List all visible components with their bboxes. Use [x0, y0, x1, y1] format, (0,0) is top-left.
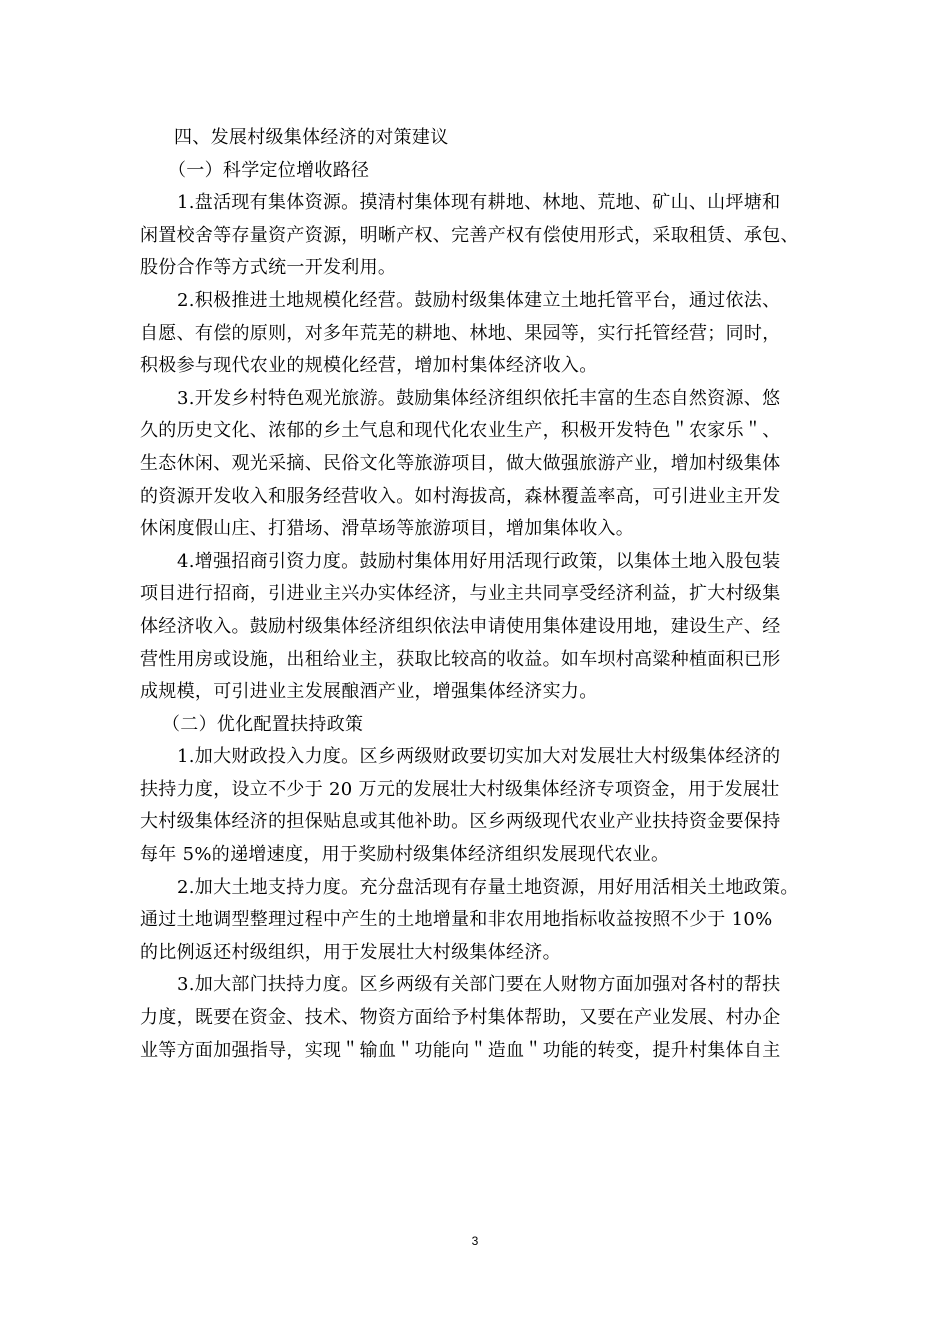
paragraph-line: 休闲度假山庄、打猎场、滑草场等旅游项目，增加集体收入。 — [140, 518, 635, 540]
section-heading: 四、发展村级集体经济的对策建议 — [174, 127, 449, 148]
paragraph-line: 股份合作等方式统一开发利用。 — [140, 257, 397, 279]
paragraph-line: 项目进行招商，引进业主兴办实体经济，与业主共同享受经济利益，扩大村级集 — [140, 583, 781, 605]
paragraph-line: 1.盘活现有集体资源。摸清村集体现有耕地、林地、荒地、矿山、山坪塘和 — [177, 192, 781, 214]
paragraph-line: 体经济收入。鼓励村级集体经济组织依法申请使用集体建设用地，建设生产、经 — [140, 615, 781, 637]
paragraph-line: 营性用房或设施，出租给业主，获取比较高的收益。如车坝村高粱种植面积已形 — [140, 648, 781, 670]
paragraph-line: 成规模，可引进业主发展酿酒产业，增强集体经济实力。 — [140, 681, 598, 703]
paragraph-line: 的比例返还村级组织，用于发展壮大村级集体经济。 — [140, 941, 561, 963]
paragraph-line: 业等方面加强指导，实现＂输血＂功能向＂造血＂功能的转变，提升村集体自主 — [140, 1039, 781, 1061]
paragraph-line: 的资源开发收入和服务经营收入。如村海拔高，森林覆盖率高，可引进业主开发 — [140, 485, 781, 507]
paragraph-line: 2.积极推进土地规模化经营。鼓励村级集体建立土地托管平台，通过依法、 — [177, 289, 781, 311]
paragraph-line: 积极参与现代农业的规模化经营，增加村集体经济收入。 — [140, 355, 598, 377]
paragraph-line: 久的历史文化、浓郁的乡土气息和现代化农业生产，积极开发特色＂农家乐＂、 — [140, 420, 781, 442]
page-number: 3 — [471, 1234, 479, 1248]
paragraph-line: 1.加大财政投入力度。区乡两级财政要切实加大对发展壮大村级集体经济的 — [177, 746, 781, 768]
paragraph-line: 大村级集体经济的担保贴息或其他补助。区乡两级现代农业产业扶持资金要保持 — [140, 811, 781, 833]
paragraph-line: 3.加大部门扶持力度。区乡两级有关部门要在人财物方面加强对各村的帮扶 — [177, 974, 781, 996]
paragraph-line: 扶持力度，设立不少于 20 万元的发展壮大村级集体经济专项资金，用于发展壮 — [140, 778, 780, 800]
paragraph-line: 闲置校舍等存量资产资源，明晰产权、完善产权有偿使用形式，采取租赁、承包、 — [140, 224, 799, 246]
paragraph-line: 3.开发乡村特色观光旅游。鼓励集体经济组织依托丰富的生态自然资源、悠 — [177, 387, 781, 409]
paragraph-line: 4.增强招商引资力度。鼓励村集体用好用活现行政策，以集体土地入股包装 — [177, 550, 781, 572]
document-body — [140, 122, 812, 1067]
paragraph-line: 每年 5%的递增速度，用于奖励村级集体经济组织发展现代农业。 — [140, 844, 670, 866]
paragraph-line: 力度，既要在资金、技术、物资方面给予村集体帮助，又要在产业发展、村办企 — [140, 1007, 781, 1029]
subsection-heading: （一）科学定位增收路径 — [168, 159, 370, 181]
paragraph-line: 生态休闲、观光采摘、民俗文化等旅游项目，做大做强旅游产业，增加村级集体 — [140, 452, 781, 474]
paragraph-line: 2.加大土地支持力度。充分盘活现有存量土地资源，用好用活相关土地政策。 — [177, 876, 799, 898]
subsection-heading: （二）优化配置扶持政策 — [162, 713, 364, 735]
paragraph-line: 自愿、有偿的原则，对多年荒芜的耕地、林地、果园等，实行托管经营；同时， — [140, 322, 781, 344]
paragraph-line: 通过土地调型整理过程中产生的土地增量和非农用地指标收益按照不少于 10% — [140, 909, 773, 931]
